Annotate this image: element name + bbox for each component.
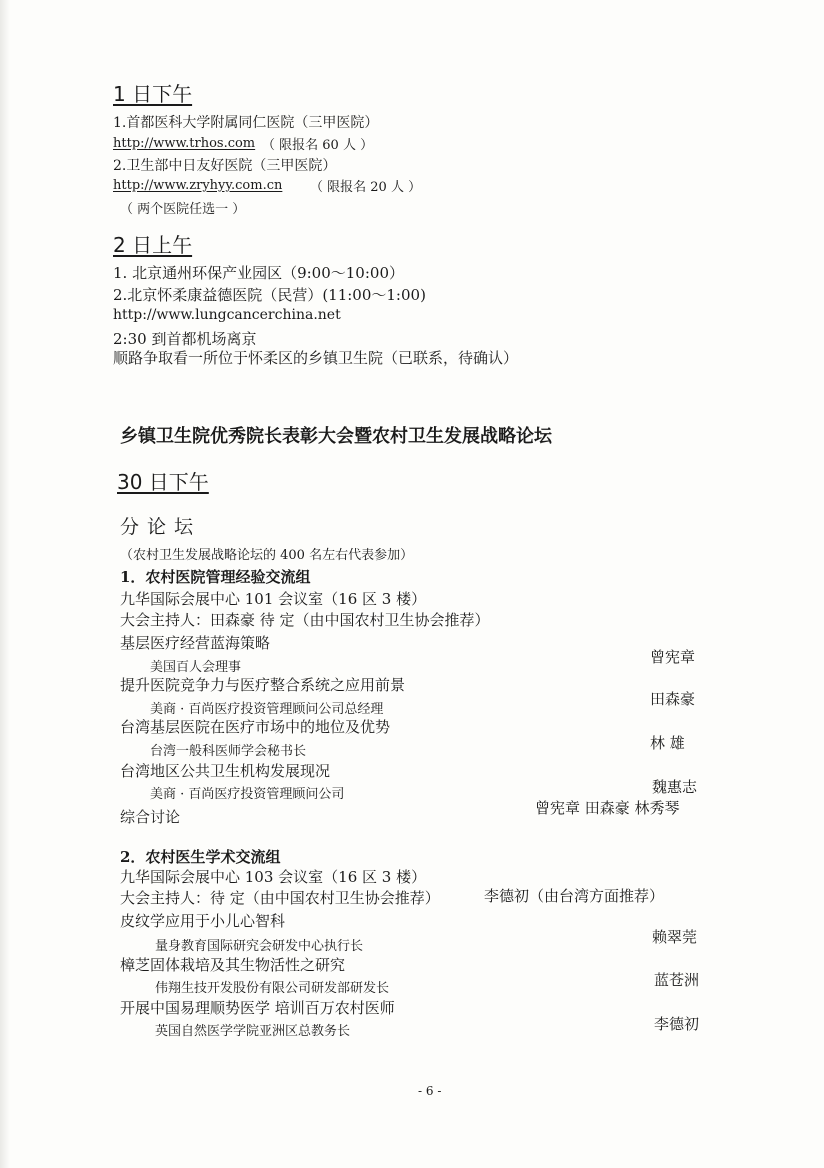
talk-topic: 提升医院竞争力与医疗整合系统之应用前景 (120, 676, 406, 694)
group1-venue: 九华国际会展中心 101 会议室（16 区 3 楼） (120, 590, 427, 608)
talk-affiliation: 台湾一般科医师学会秘书长 (150, 744, 307, 759)
hospital-1-name: 1.首都医科大学附属同仁医院（三甲医院） (113, 115, 379, 131)
group1-title: 1．农村医院管理经验交流组 (120, 568, 311, 586)
talk-topic: 台湾地区公共卫生机构发展现况 (120, 762, 331, 780)
group2-title: 2．农村医生学术交流组 (120, 848, 281, 866)
talk-topic: 皮纹学应用于小儿心智科 (120, 912, 286, 930)
page-number: - 6 - (418, 1084, 442, 1098)
talk-topic: 基层医疗经营蓝海策略 (120, 634, 271, 652)
day2-township-visit: 顺路争取看一所位于怀柔区的乡镇卫生院（已联系，待确认） (113, 349, 519, 367)
talk-affiliation: 伟翔生技开发股份有限公司研发部研发长 (155, 981, 390, 996)
hospital-choice-note: （ 两个医院任选一 ） (120, 202, 246, 217)
hospital-2-limit: （ 限报名 20 人 ） (310, 180, 422, 195)
hospital-1-limit: （ 限报名 60 人 ） (262, 138, 374, 153)
hospital-2-name: 2.卫生部中日友好医院（三甲医院） (113, 158, 337, 174)
talk-speaker: 赖翠莞 (652, 928, 698, 946)
talk-speaker: 蓝苍洲 (654, 971, 700, 989)
talk-affiliation: 美商 · 百尚医疗投资管理顾问公司总经理 (150, 702, 384, 717)
talk-topic: 樟芝固体栽培及其生物活性之研究 (120, 956, 346, 974)
talk-speaker: 林 雄 (650, 734, 685, 752)
talk-speaker: 魏惠志 (652, 778, 698, 796)
scan-edge (0, 0, 10, 1168)
group2-host: 大会主持人：待 定（由中国农村卫生协会推荐） (120, 889, 440, 907)
talk-affiliation: 美国百人会理事 (150, 660, 242, 675)
talk-speaker: 田森豪 (650, 690, 696, 708)
talk-topic: 台湾基层医院在医疗市场中的地位及优势 (120, 718, 391, 736)
day2-morning-heading: 2 日上午 (113, 233, 193, 257)
talk-topic: 开展中国易理顺势医学 培训百万农村医师 (120, 999, 395, 1017)
forum-day-heading: 30 日下午 (117, 470, 209, 494)
talk-affiliation: 美商 · 百尚医疗投资管理顾问公司 (150, 787, 345, 802)
group2-venue: 九华国际会展中心 103 会议室（16 区 3 楼） (120, 868, 427, 886)
day2-item-2: 2.北京怀柔康益德医院（民营）(11:00～1:00) (113, 286, 426, 304)
day2-item-1: 1. 北京通州环保产业园区（9:00～10:00） (113, 264, 404, 282)
hospital-2-url[interactable]: http://www.zryhyy.com.cn (113, 178, 283, 193)
talk-affiliation: 量身教育国际研究会研发中心执行长 (155, 939, 364, 954)
day1-afternoon-heading: 1 日下午 (113, 82, 193, 106)
group1-host: 大会主持人：田森豪 待 定（由中国农村卫生协会推荐） (120, 611, 490, 629)
talk-speaker: 曾宪章 (650, 648, 696, 666)
day2-departure: 2:30 到首都机场离京 (113, 330, 257, 348)
forum-title: 乡镇卫生院优秀院长表彰大会暨农村卫生发展战略论坛 (120, 426, 552, 447)
day2-url[interactable]: http://www.lungcancerchina.net (113, 307, 341, 323)
talk-speaker: 李德初 (654, 1015, 700, 1033)
group1-discussion-speakers: 曾宪章 田森豪 林秀琴 (535, 799, 680, 817)
hospital-1-url[interactable]: http://www.trhos.com (113, 136, 256, 151)
forum-participants-note: （农村卫生发展战略论坛的 400 名左右代表参加） (120, 548, 414, 563)
sub-forum-heading: 分论坛 (120, 516, 202, 538)
talk-affiliation: 英国自然医学学院亚洲区总教务长 (155, 1024, 351, 1039)
group1-discussion: 综合讨论 (120, 808, 181, 826)
group2-host-2: 李德初（由台湾方面推荐） (484, 887, 665, 905)
